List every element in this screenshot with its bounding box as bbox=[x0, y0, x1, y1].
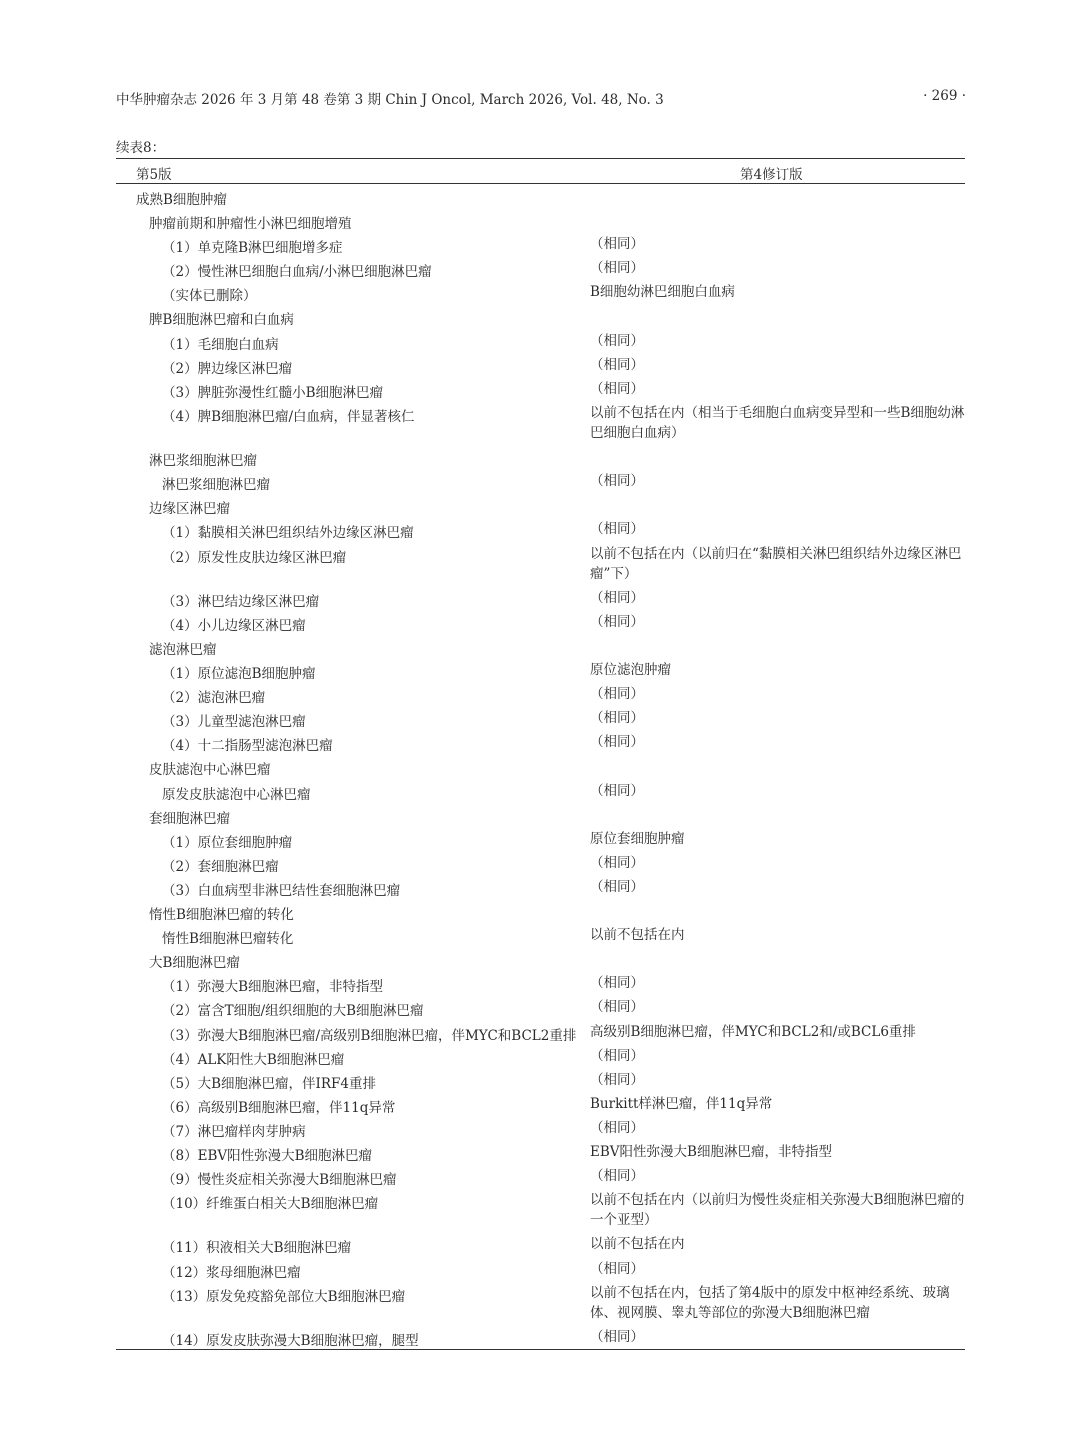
cell-4th-revised: （相同） bbox=[590, 356, 644, 373]
table-row bbox=[116, 658, 965, 682]
cell-4th-revised bbox=[590, 947, 965, 971]
cell-4th-revised: （相同） bbox=[590, 710, 644, 727]
cell-5th-edition: （1）原位滤泡B细胞肿瘤 bbox=[162, 666, 316, 683]
cell-4th-revised: B细胞幼淋巴细胞白血病 bbox=[590, 284, 735, 301]
cell-5th-edition: 边缘区淋巴瘤 bbox=[149, 501, 230, 518]
table-row bbox=[116, 586, 965, 610]
cell-5th-edition: 成熟B细胞肿瘤 bbox=[136, 192, 227, 208]
table-body bbox=[116, 184, 965, 1349]
cell-5th-edition: （2）滤泡淋巴瘤 bbox=[162, 690, 266, 707]
cell-4th-revised: （相同） bbox=[590, 782, 644, 799]
cell-4th-revised bbox=[590, 445, 965, 469]
table-row bbox=[116, 280, 965, 304]
cell-5th-edition: （1）单克隆B淋巴细胞增多症 bbox=[162, 240, 343, 257]
cell-5th-edition: 原发皮肤滤泡中心淋巴瘤 bbox=[162, 786, 311, 803]
table-row bbox=[116, 304, 965, 328]
cell-4th-revised: （相同） bbox=[590, 613, 644, 630]
table-row bbox=[116, 1232, 965, 1256]
cell-4th-revised: （相同） bbox=[590, 1328, 644, 1345]
table-row bbox=[116, 353, 965, 377]
table-row bbox=[116, 875, 965, 899]
table-row bbox=[116, 208, 965, 232]
table-header-row bbox=[116, 159, 965, 183]
table-row bbox=[116, 1164, 965, 1188]
cell-4th-revised: EBV阳性弥漫大B细胞淋巴瘤，非特指型 bbox=[590, 1143, 832, 1160]
cell-5th-edition: 套细胞淋巴瘤 bbox=[149, 810, 230, 827]
cell-5th-edition: （3）白血病型非淋巴结性套细胞淋巴瘤 bbox=[162, 882, 401, 899]
cell-5th-edition: （4）脾B细胞淋巴瘤/白血病，伴显著核仁 bbox=[162, 408, 415, 425]
table-row bbox=[116, 1044, 965, 1068]
table-row bbox=[116, 469, 965, 493]
cell-5th-edition: （4）十二指肠型滤泡淋巴瘤 bbox=[162, 738, 333, 755]
cell-4th-revised: 以前不包括在内 bbox=[590, 1236, 685, 1253]
cell-5th-edition: （3）淋巴结边缘区淋巴瘤 bbox=[162, 593, 320, 610]
cell-5th-edition: （1）原位套细胞肿瘤 bbox=[162, 834, 293, 851]
cell-5th-edition: （2）富含T细胞/组织细胞的大B细胞淋巴瘤 bbox=[162, 1003, 424, 1020]
cell-5th-edition: 肿瘤前期和肿瘤性小淋巴细胞增殖 bbox=[149, 216, 352, 233]
cell-5th-edition: （2）原发性皮肤边缘区淋巴瘤 bbox=[162, 549, 347, 566]
table-row bbox=[116, 971, 965, 995]
cell-5th-edition: （10）纤维蛋白相关大B细胞淋巴瘤 bbox=[162, 1196, 379, 1213]
cell-4th-revised: （相同） bbox=[590, 521, 644, 538]
cell-4th-revised bbox=[590, 754, 965, 778]
cell-4th-revised: （相同） bbox=[590, 878, 644, 895]
table-row bbox=[116, 947, 965, 971]
table-row bbox=[116, 1116, 965, 1140]
table-row bbox=[116, 851, 965, 875]
cell-4th-revised: （相同） bbox=[590, 236, 644, 253]
table-row bbox=[116, 184, 965, 208]
cell-5th-edition: 脾B细胞淋巴瘤和白血病 bbox=[149, 312, 294, 329]
cell-5th-edition: 惰性B细胞淋巴瘤转化 bbox=[162, 931, 294, 948]
cell-5th-edition: 皮肤滤泡中心淋巴瘤 bbox=[149, 762, 271, 779]
table-row bbox=[116, 634, 965, 658]
cell-5th-edition: （6）高级别B细胞淋巴瘤，伴11q异常 bbox=[162, 1099, 396, 1116]
cell-4th-revised: （相同） bbox=[590, 999, 644, 1016]
table-row bbox=[116, 1257, 965, 1281]
cell-5th-edition: 大B细胞淋巴瘤 bbox=[149, 955, 240, 972]
table-row bbox=[116, 682, 965, 706]
table-row bbox=[116, 1092, 965, 1116]
cell-5th-edition: 滤泡淋巴瘤 bbox=[149, 642, 217, 658]
table-row bbox=[116, 803, 965, 827]
cell-5th-edition: （4）ALK阳性大B细胞淋巴瘤 bbox=[162, 1051, 345, 1068]
cell-4th-revised: （相同） bbox=[590, 1047, 644, 1064]
cell-4th-revised: 以前不包括在内，包括了第4版中的原发中枢神经系统、玻璃体、视网膜、睾丸等部位的弥漫大B细胞淋巴瘤 bbox=[590, 1284, 950, 1321]
cell-4th-revised: （相同） bbox=[590, 332, 644, 349]
cell-5th-edition: （1）毛细胞白血病 bbox=[162, 336, 279, 353]
table-row bbox=[116, 706, 965, 730]
cell-4th-revised bbox=[590, 634, 965, 658]
table-row bbox=[116, 1188, 965, 1232]
cell-5th-edition: （2）套细胞淋巴瘤 bbox=[162, 858, 279, 875]
cell-4th-revised: 以前不包括在内（以前归为慢性炎症相关弥漫大B细胞淋巴瘤的一个亚型） bbox=[590, 1192, 965, 1229]
cell-4th-revised: （相同） bbox=[590, 260, 644, 277]
page-number: · 269 · bbox=[923, 88, 966, 104]
table-row bbox=[116, 899, 965, 923]
table-row bbox=[116, 1140, 965, 1164]
cell-5th-edition: （13）原发免疫豁免部位大B细胞淋巴瘤 bbox=[162, 1288, 406, 1305]
cell-4th-revised: 以前不包括在内 bbox=[590, 927, 685, 944]
cell-5th-edition: （9）慢性炎症相关弥漫大B细胞淋巴瘤 bbox=[162, 1172, 397, 1189]
cell-5th-edition: （4）小儿边缘区淋巴瘤 bbox=[162, 617, 306, 634]
journal-citation: 中华肿瘤杂志 2026 年 3 月第 48 卷第 3 期 Chin J Oncol, March 2026, Vol. 48, No. 3 bbox=[116, 92, 664, 108]
cell-4th-revised: （相同） bbox=[590, 473, 644, 490]
column-header-5th-edition: 第5版 bbox=[136, 167, 172, 183]
cell-4th-revised bbox=[590, 493, 965, 517]
cell-4th-revised: （相同） bbox=[590, 854, 644, 871]
cell-5th-edition: （2）脾边缘区淋巴瘤 bbox=[162, 360, 293, 377]
cell-5th-edition: （实体已删除） bbox=[162, 288, 257, 305]
cell-4th-revised bbox=[590, 803, 965, 827]
table-row bbox=[116, 1020, 965, 1044]
cell-5th-edition: （12）浆母细胞淋巴瘤 bbox=[162, 1264, 301, 1281]
cell-5th-edition: （2）慢性淋巴细胞白血病/小淋巴细胞淋巴瘤 bbox=[162, 264, 432, 281]
table-row bbox=[116, 827, 965, 851]
table-row bbox=[116, 542, 965, 586]
cell-4th-revised: （相同） bbox=[590, 975, 644, 992]
table-row bbox=[116, 995, 965, 1019]
cell-5th-edition: 淋巴浆细胞淋巴瘤 bbox=[149, 453, 257, 470]
cell-5th-edition: （7）淋巴瘤样肉芽肿病 bbox=[162, 1123, 306, 1140]
cell-4th-revised: （相同） bbox=[590, 380, 644, 397]
cell-5th-edition: 惰性B细胞淋巴瘤的转化 bbox=[149, 907, 294, 924]
cell-5th-edition: （1）弥漫大B细胞淋巴瘤，非特指型 bbox=[162, 979, 384, 996]
cell-4th-revised: （相同） bbox=[590, 1260, 644, 1277]
cell-5th-edition: （11）积液相关大B细胞淋巴瘤 bbox=[162, 1240, 352, 1257]
cell-4th-revised: （相同） bbox=[590, 589, 644, 606]
table-caption: 续表8： bbox=[116, 140, 166, 156]
cell-4th-revised: （相同） bbox=[590, 1168, 644, 1185]
table-row bbox=[116, 1325, 965, 1349]
cell-4th-revised: （相同） bbox=[590, 1071, 644, 1088]
classification-table bbox=[116, 158, 965, 1350]
table-row bbox=[116, 754, 965, 778]
table-row bbox=[116, 610, 965, 634]
table-row bbox=[116, 1068, 965, 1092]
cell-4th-revised: 以前不包括在内（相当于毛细胞白血病变异型和一些B细胞幼淋巴细胞白血病） bbox=[590, 404, 965, 441]
table-row bbox=[116, 779, 965, 803]
cell-5th-edition: （3）脾脏弥漫性红髓小B细胞淋巴瘤 bbox=[162, 384, 384, 401]
cell-4th-revised bbox=[590, 304, 965, 328]
cell-4th-revised bbox=[590, 899, 965, 923]
table-bottom-rule bbox=[116, 1349, 965, 1350]
column-header-4th-revised: 第4修订版 bbox=[740, 167, 803, 183]
cell-5th-edition: （14）原发皮肤弥漫大B细胞淋巴瘤，腿型 bbox=[162, 1332, 419, 1349]
cell-4th-revised bbox=[590, 184, 965, 208]
table-row bbox=[116, 256, 965, 280]
cell-5th-edition: 淋巴浆细胞淋巴瘤 bbox=[162, 477, 270, 494]
table-row bbox=[116, 232, 965, 256]
table-row bbox=[116, 1281, 965, 1325]
table-row bbox=[116, 445, 965, 469]
table-row bbox=[116, 401, 965, 445]
page-header bbox=[116, 86, 966, 108]
table-row bbox=[116, 493, 965, 517]
table-row bbox=[116, 923, 965, 947]
cell-4th-revised: 以前不包括在内（以前归在“黏膜相关淋巴组织结外边缘区淋巴瘤”下） bbox=[590, 545, 962, 582]
cell-4th-revised: Burkitt样淋巴瘤，伴11q异常 bbox=[590, 1095, 773, 1112]
cell-5th-edition: （8）EBV阳性弥漫大B细胞淋巴瘤 bbox=[162, 1147, 373, 1164]
cell-5th-edition: （3）儿童型滤泡淋巴瘤 bbox=[162, 714, 306, 731]
table-row bbox=[116, 377, 965, 401]
cell-5th-edition: （3）弥漫大B细胞淋巴瘤/高级别B细胞淋巴瘤，伴MYC和BCL2重排 bbox=[162, 1027, 577, 1044]
cell-5th-edition: （5）大B细胞淋巴瘤，伴IRF4重排 bbox=[162, 1075, 376, 1092]
cell-4th-revised: 原位套细胞肿瘤 bbox=[590, 830, 685, 847]
cell-4th-revised: （相同） bbox=[590, 734, 644, 751]
table-row bbox=[116, 517, 965, 541]
table-row bbox=[116, 329, 965, 353]
cell-4th-revised: 原位滤泡肿瘤 bbox=[590, 662, 671, 679]
cell-4th-revised bbox=[590, 208, 965, 232]
cell-4th-revised: 高级别B细胞淋巴瘤，伴MYC和BCL2和/或BCL6重排 bbox=[590, 1023, 916, 1040]
table-row bbox=[116, 730, 965, 754]
cell-4th-revised: （相同） bbox=[590, 686, 644, 703]
cell-5th-edition: （1）黏膜相关淋巴组织结外边缘区淋巴瘤 bbox=[162, 525, 414, 542]
cell-4th-revised: （相同） bbox=[590, 1119, 644, 1136]
